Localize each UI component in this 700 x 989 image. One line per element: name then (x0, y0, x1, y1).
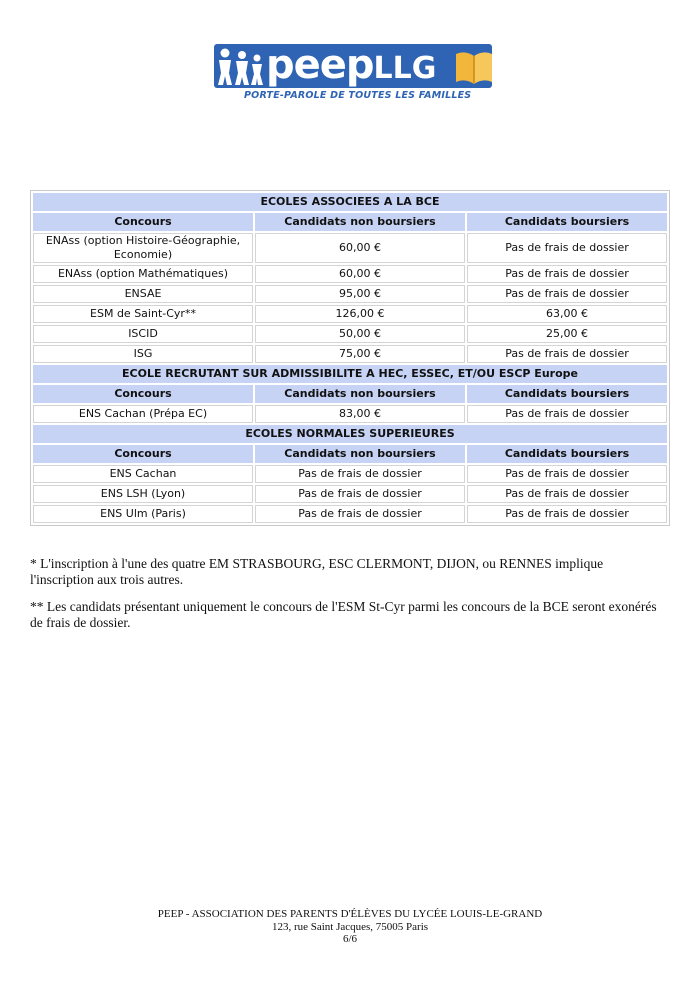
boursiers-cell: Pas de frais de dossier (467, 485, 667, 503)
table-row (33, 345, 667, 363)
boursiers-cell: Pas de frais de dossier (467, 405, 667, 423)
header-boursiers: Candidats boursiers (467, 213, 667, 231)
footnote-single-star: * L'inscription à l'une des quatre EM STRASBOURG, ESC CLERMONT, DIJON, ou RENNES implique l'inscription aux trois autres. (30, 556, 604, 587)
concours-cell: ENAss (option Histoire-Géographie, Economie) (33, 233, 253, 263)
concours-cell: ESM de Saint-Cyr** (33, 305, 253, 323)
column-header-row (33, 385, 667, 403)
non-boursiers-cell: 75,00 € (255, 345, 465, 363)
footnotes (30, 556, 670, 642)
section-title-row (33, 193, 667, 211)
logo-tagline: PORTE-PAROLE DE TOUTES LES FAMILLES (244, 90, 472, 101)
header-non-boursiers: Candidats non boursiers (255, 385, 465, 403)
concours-cell: ISG (33, 345, 253, 363)
concours-cell: ENAss (option Mathématiques) (33, 265, 253, 283)
section-title: ECOLES ASSOCIEES A LA BCE (33, 193, 667, 211)
footnote-double-star: ** Les candidats présentant uniquement le concours de l'ESM St-Cyr parmi les concours de la BCE seront exonérés de frais de dossier. (30, 599, 657, 630)
non-boursiers-cell: 60,00 € (255, 233, 465, 263)
family-figures-icon (216, 46, 266, 86)
non-boursiers-cell: 126,00 € (255, 305, 465, 323)
non-boursiers-cell: Pas de frais de dossier (255, 505, 465, 523)
page-footer (0, 908, 700, 946)
header-non-boursiers: Candidats non boursiers (255, 213, 465, 231)
boursiers-cell: Pas de frais de dossier (467, 265, 667, 283)
non-boursiers-cell: 95,00 € (255, 285, 465, 303)
boursiers-cell: Pas de frais de dossier (467, 285, 667, 303)
column-header-row (33, 213, 667, 231)
header-concours: Concours (33, 445, 253, 463)
header-boursiers: Candidats boursiers (467, 445, 667, 463)
concours-cell: ENS Ulm (Paris) (33, 505, 253, 523)
logo-word: peep (266, 42, 374, 88)
table-row (33, 485, 667, 503)
table-row (33, 465, 667, 483)
boursiers-cell: Pas de frais de dossier (467, 505, 667, 523)
open-book-icon (454, 48, 494, 86)
section-title: ECOLES NORMALES SUPERIEURES (33, 425, 667, 443)
boursiers-cell: 63,00 € (467, 305, 667, 323)
footer-association: PEEP - ASSOCIATION DES PARENTS D'ÉLÈVES DU LYCÉE LOUIS-LE-GRAND (157, 908, 543, 920)
non-boursiers-cell: 50,00 € (255, 325, 465, 343)
section-title: ECOLE RECRUTANT SUR ADMISSIBILITE A HEC, ESSEC, ET/OU ESCP Europe (33, 365, 667, 383)
boursiers-cell: 25,00 € (467, 325, 667, 343)
header-concours: Concours (33, 385, 253, 403)
concours-cell: ENS Cachan (33, 465, 253, 483)
concours-cell: ENSAE (33, 285, 253, 303)
fees-table (30, 190, 670, 526)
header-concours: Concours (33, 213, 253, 231)
concours-cell: ENS LSH (Lyon) (33, 485, 253, 503)
table-row (33, 285, 667, 303)
footer-address: 123, rue Saint Jacques, 75005 Paris (271, 920, 429, 933)
logo-banner (214, 44, 492, 88)
logo-wordmark (266, 40, 436, 94)
table-row (33, 305, 667, 323)
peep-llg-logo (214, 44, 494, 102)
table-row (33, 405, 667, 423)
boursiers-cell: Pas de frais de dossier (467, 345, 667, 363)
concours-cell: ISCID (33, 325, 253, 343)
non-boursiers-cell: Pas de frais de dossier (255, 465, 465, 483)
table-row (33, 233, 667, 263)
concours-cell: ENS Cachan (Prépa EC) (33, 405, 253, 423)
header-non-boursiers: Candidats non boursiers (255, 445, 465, 463)
table-row (33, 325, 667, 343)
table-row (33, 265, 667, 283)
non-boursiers-cell: Pas de frais de dossier (255, 485, 465, 503)
header-boursiers: Candidats boursiers (467, 385, 667, 403)
non-boursiers-cell: 83,00 € (255, 405, 465, 423)
table-row (33, 505, 667, 523)
section-title-row (33, 365, 667, 383)
logo-suffix: LLG (373, 51, 437, 86)
non-boursiers-cell: 60,00 € (255, 265, 465, 283)
section-title-row (33, 425, 667, 443)
page-number: 6/6 (342, 933, 358, 945)
boursiers-cell: Pas de frais de dossier (467, 465, 667, 483)
column-header-row (33, 445, 667, 463)
boursiers-cell: Pas de frais de dossier (467, 233, 667, 263)
